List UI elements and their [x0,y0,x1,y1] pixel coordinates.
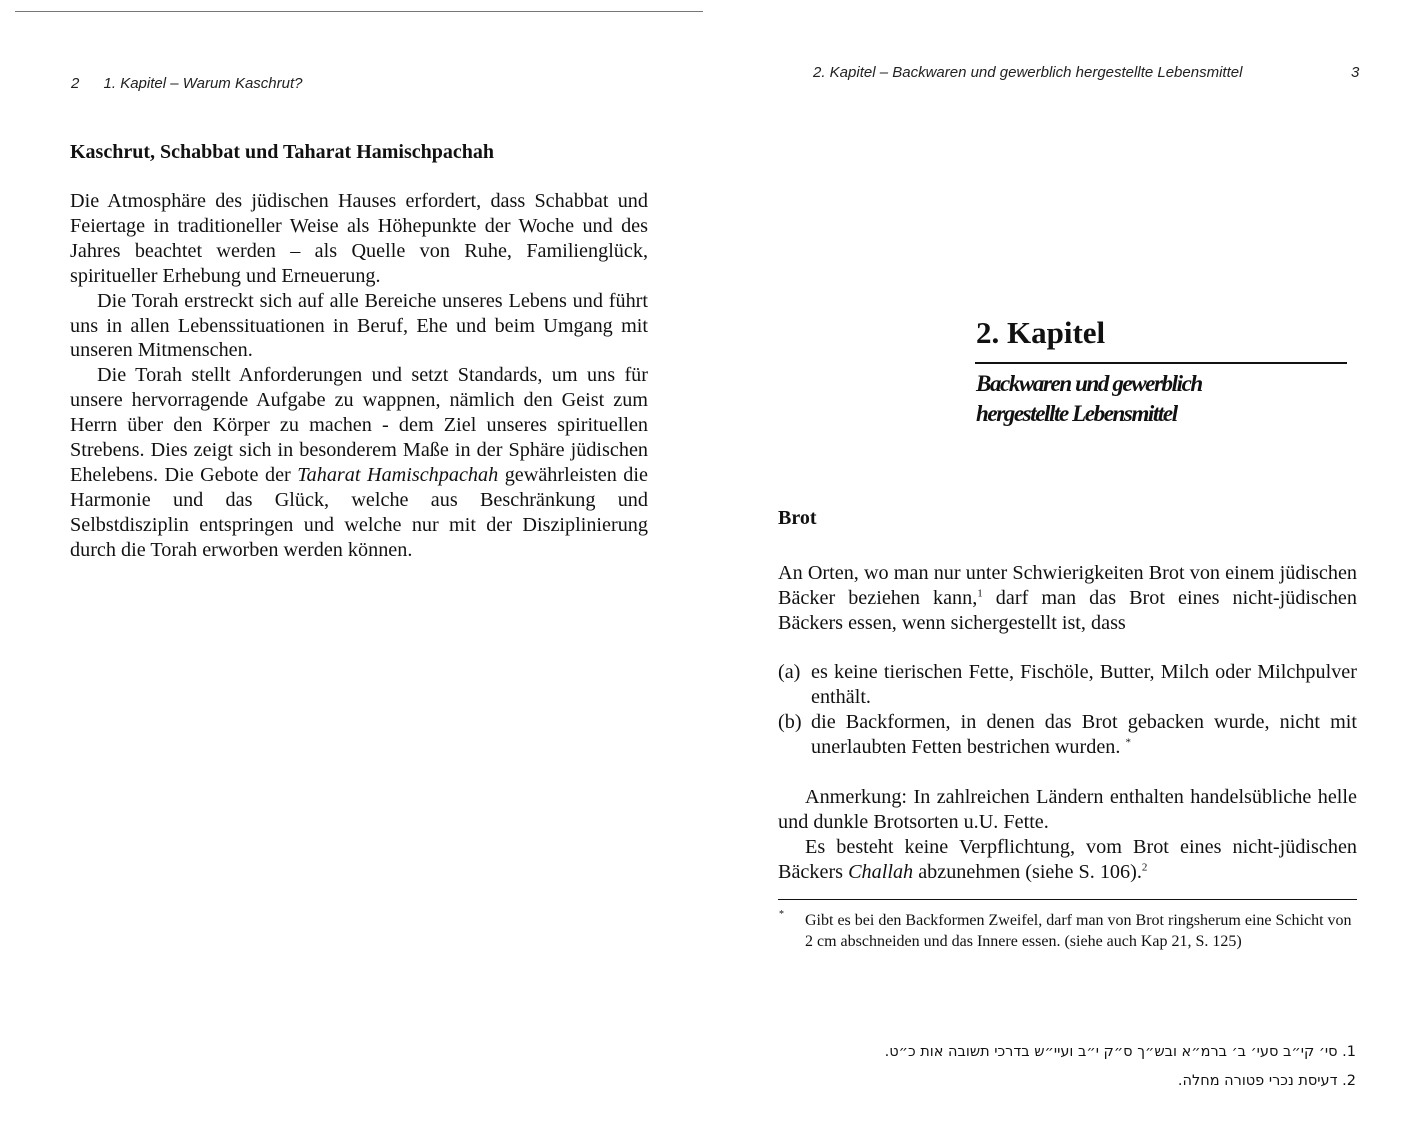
paragraph-1: Die Atmosphäre des jüdischen Hauses erfordert, dass Schabbat und Feiertage in traditioneller Weise als Höhepunkte der Woche und des Jahres beachtet werden – als Quelle von Ruhe, Familienglück, spiritueller Erhebung und Erneuerung. [70,190,648,287]
chapter-title: 2. Kapitel [976,315,1106,350]
footnote [778,910,1358,952]
top-rule [15,11,703,12]
condition-list [778,660,1357,760]
left-running-head [71,75,303,92]
chapter-rule [975,362,1347,364]
paragraph-3-part-1: Die Torah stellt Anforderungen und setzt Standards, um uns für unsere hervorragende Aufgabe zu wappnen, nämlich den Geist zum Herrn über den Körper zu machen - dem Ziel unseres spirituellen Strebens. Dies zeigt sich in besonderem Maße in der Sphäre jüdischen Ehelebens. Die Gebote der [70,364,648,486]
footnote-ref-1: 1 [977,587,983,600]
paragraph-3-part-2: gewährleisten die Harmonie und das Glück, welche aus Beschränkung und Selbstdisziplin entspringen und welche nur mit der Disziplinierung durch die Torah erworben werden können. [70,463,648,561]
intro-part-1: An Orten, wo man nur unter Schwierigkeiten Brot von einem jüdischen Bäcker beziehen kann, [778,562,1357,609]
chapter-subtitle [976,369,1336,429]
left-page [0,0,711,1139]
footnote-mark: * [779,909,784,920]
right-page [711,0,1423,1139]
left-page-number: 2 [71,75,80,92]
list-item [778,660,1357,710]
footnote-ref-star: * [1125,735,1131,748]
intro-part-2: darf man das Brot eines nicht-jüdischen Bäckers essen, wenn sichergestellt ist, dass [778,586,1357,634]
footnote-ref-2: 2 [1141,860,1148,873]
footnote-rule [778,899,1357,900]
challah-term: Challah [848,860,914,883]
paragraph-3 [70,363,648,562]
list-item-text: es keine tierischen Fette, Fischöle, Butter, Milch oder Milchpulver enthält. [811,661,1357,708]
section-title: Kaschrut, Schabbat und Taharat Hamischpachah [70,141,495,163]
list-item-label: (b) [778,710,802,733]
hebrew-note-2: 2. דעיסת נכרי פטורה מחלה. [1177,1073,1356,1089]
list-item [778,710,1357,760]
taharat-hamischpachah-term: Taharat Hamischpachah [297,463,499,486]
intro-text [778,561,1357,636]
list-item-label: (a) [778,661,801,683]
list-item-b-text: die Backformen, in denen das Brot gebacken wurde, nicht mit unerlaubten Fetten bestrichen wurden. [811,710,1357,758]
hebrew-note-1: 1. סי׳ קי״ב סעי׳ ב׳ ברמ״א ובש״ך ס״ק י״ב ועיי״ש בדרכי תשובה אות כ״ט. [884,1044,1356,1060]
note-2-part-1: Es besteht keine Verpflichtung, vom Brot eines nicht-jüdischen Bäckers [778,835,1357,883]
note-paragraph-1: Anmerkung: In zahlreichen Ländern enthalten handelsübliche helle und dunkle Brotsorten u.U. Fette. [778,786,1357,833]
list-item-text [811,710,1357,760]
chapter-subtitle-line-1: Backwaren und gewerblich [976,371,1202,396]
right-page-number: 3 [1351,64,1360,81]
intro-paragraph [778,561,1357,636]
chapter-subtitle-line-2: hergestellte Lebensmittel [976,401,1177,426]
brot-heading: Brot [778,507,817,529]
right-running-head: 2. Kapitel – Backwaren und gewerblich hergestellte Lebensmittel [813,64,1243,81]
left-running-head-title: 1. Kapitel – Warum Kaschrut? [103,75,303,92]
footnote-text: Gibt es bei den Backformen Zweifel, darf man von Brot ringsherum eine Schicht von 2 cm abschneiden und das Innere essen. (siehe auch Kap 21, S. 125) [805,912,1352,950]
note-2-part-2: abzunehmen (siehe S. 106). [913,860,1142,883]
note-paragraph-2 [778,835,1357,885]
note-block [778,785,1357,885]
left-body-text [70,189,648,563]
paragraph-2: Die Torah erstreckt sich auf alle Bereiche unseres Lebens und führt uns in allen Lebenssituationen in Beruf, Ehe und beim Umgang mit unseren Mitmenschen. [70,289,648,362]
